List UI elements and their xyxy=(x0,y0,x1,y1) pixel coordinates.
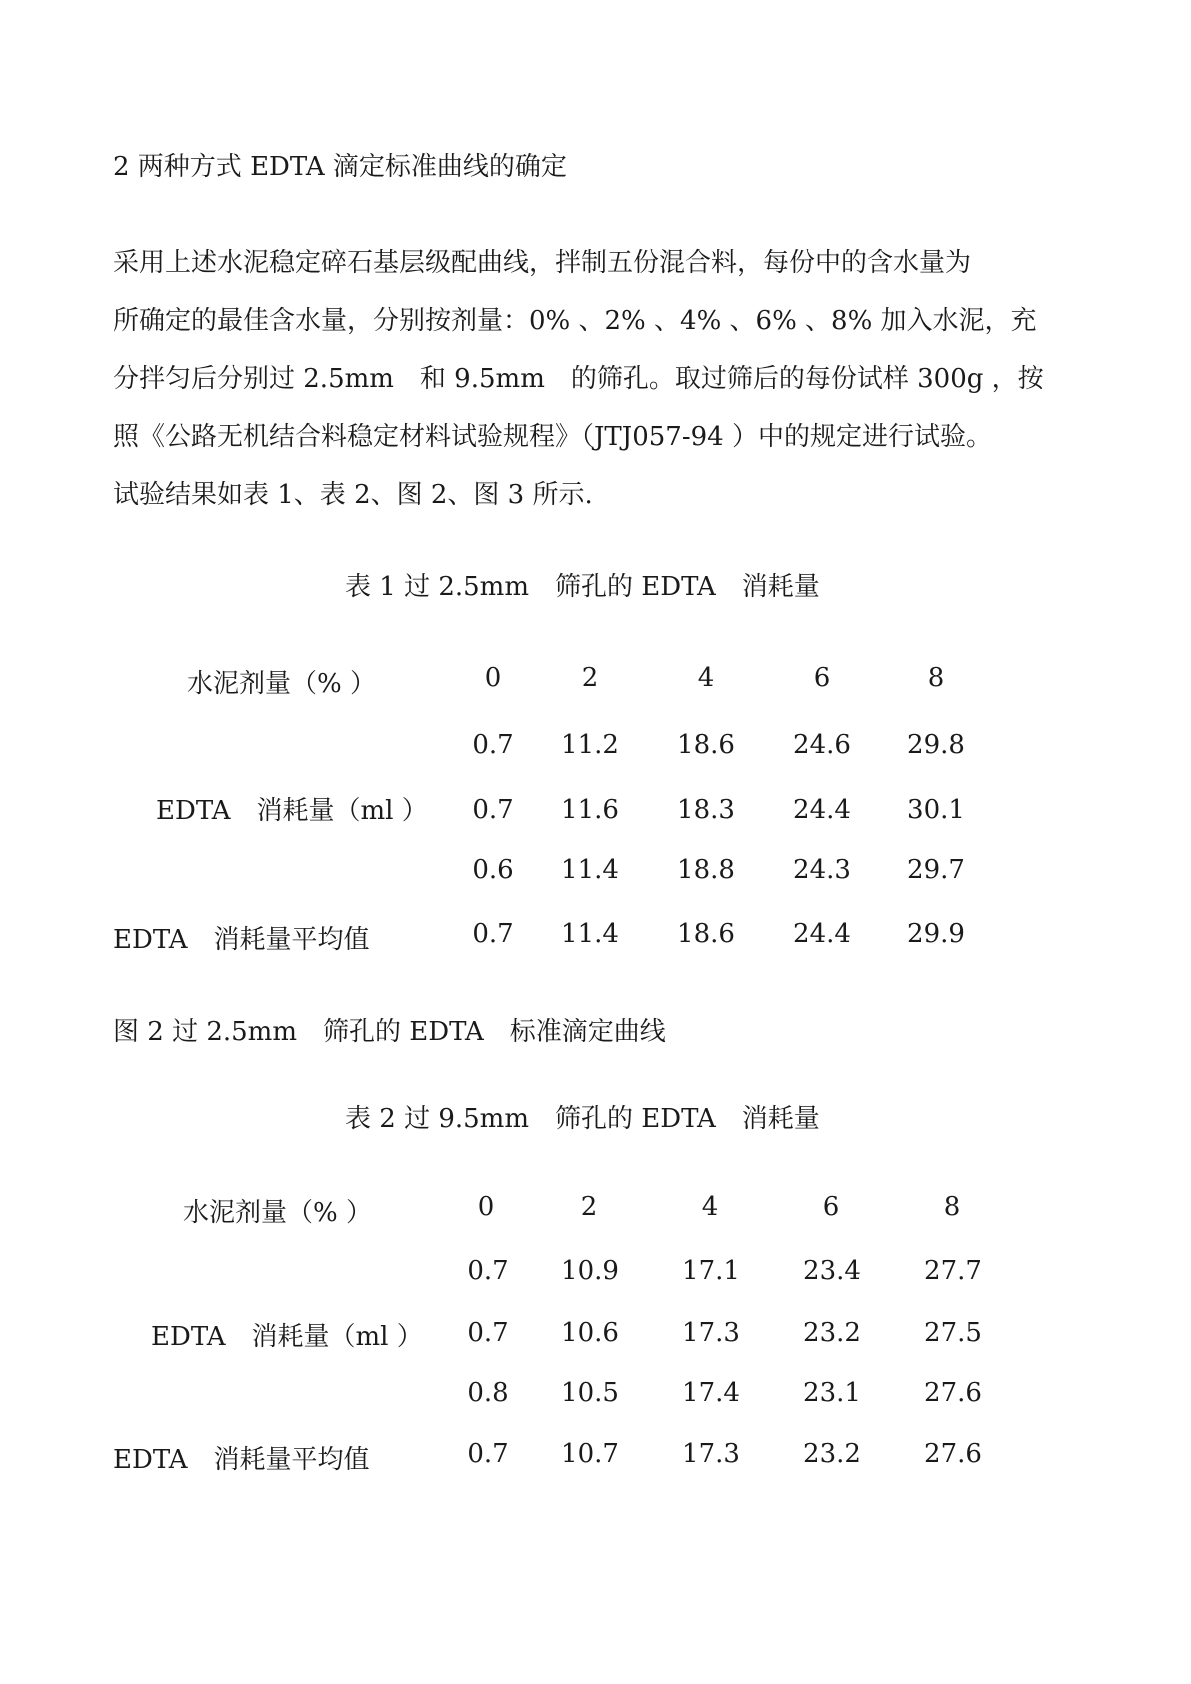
table2-cell: 17.1 xyxy=(682,1256,740,1286)
table2-average-cell: 17.3 xyxy=(682,1439,740,1469)
table2-cell: 27.6 xyxy=(924,1378,982,1408)
table1-dose: 0 xyxy=(484,663,502,693)
table2-cell: 17.4 xyxy=(682,1378,740,1408)
table2-cell: 23.2 xyxy=(803,1318,861,1348)
table2-dose: 6 xyxy=(822,1192,840,1222)
table1-dose: 4 xyxy=(697,663,715,693)
section-heading: 2 两种方式 EDTA 滴定标准曲线的确定 xyxy=(113,152,567,182)
figure2-caption: 图 2 过 2.5mm 筛孔的 EDTA 标准滴定曲线 xyxy=(113,1017,666,1047)
table1-cell: 30.1 xyxy=(907,795,965,825)
table1-caption: 表 1 过 2.5mm 筛孔的 EDTA 消耗量 xyxy=(345,572,820,602)
table1-cell: 24.4 xyxy=(793,795,851,825)
table2-average-cell: 27.6 xyxy=(924,1439,982,1469)
table2-cell: 0.7 xyxy=(467,1256,509,1286)
table1-dose: 2 xyxy=(581,663,599,693)
table1-cell: 0.6 xyxy=(472,855,514,885)
table2-average-cell: 10.7 xyxy=(561,1439,619,1469)
table2-dose: 0 xyxy=(477,1192,495,1222)
table1-cell: 0.7 xyxy=(472,795,514,825)
table1-cell: 11.2 xyxy=(561,730,619,760)
paragraph-line: 所确定的最佳含水量，分别按剂量：0% 、2% 、4% 、6% 、8% 加入水泥，充 xyxy=(113,306,1037,336)
table2-cell: 10.5 xyxy=(561,1378,619,1408)
table1-average-label: EDTA 消耗量平均值 xyxy=(113,925,370,955)
table2-dose: 8 xyxy=(943,1192,961,1222)
table2-cell: 10.6 xyxy=(561,1318,619,1348)
table2-average-cell: 23.2 xyxy=(803,1439,861,1469)
paragraph-line: 照《公路无机结合料稳定材料试验规程》（JTJ057-94 ）中的规定进行试验。 xyxy=(113,422,992,452)
table2-consumption-label: EDTA 消耗量（ml ） xyxy=(151,1322,423,1352)
table2-cell: 0.8 xyxy=(467,1378,509,1408)
paragraph-line: 分拌匀后分别过 2.5mm 和 9.5mm 的筛孔。取过筛后的每份试样 300g ，按 xyxy=(113,364,1044,394)
table1-cell: 29.7 xyxy=(907,855,965,885)
table1-cell: 24.3 xyxy=(793,855,851,885)
table1-average-cell: 24.4 xyxy=(793,919,851,949)
table1-average-cell: 29.9 xyxy=(907,919,965,949)
table2-cell: 27.5 xyxy=(924,1318,982,1348)
table1-cell: 0.7 xyxy=(472,730,514,760)
table1-average-cell: 18.6 xyxy=(677,919,735,949)
table1-dose: 6 xyxy=(813,663,831,693)
table1-average-cell: 0.7 xyxy=(472,919,514,949)
table1-cell: 18.8 xyxy=(677,855,735,885)
table2-header-label: 水泥剂量（% ） xyxy=(183,1198,372,1228)
table2-cell: 23.4 xyxy=(803,1256,861,1286)
table1-cell: 24.6 xyxy=(793,730,851,760)
table1-cell: 11.6 xyxy=(561,795,619,825)
table2-cell: 27.7 xyxy=(924,1256,982,1286)
body-paragraph xyxy=(113,234,1073,524)
table1-cell: 18.3 xyxy=(677,795,735,825)
table2-cell: 10.9 xyxy=(561,1256,619,1286)
table2-average-cell: 0.7 xyxy=(467,1439,509,1469)
paragraph-line: 试验结果如表 1、表 2、图 2、图 3 所示. xyxy=(113,480,593,510)
table1-consumption-label: EDTA 消耗量（ml ） xyxy=(156,796,428,826)
table2-cell: 17.3 xyxy=(682,1318,740,1348)
table1-dose: 8 xyxy=(927,663,945,693)
table2-average-label: EDTA 消耗量平均值 xyxy=(113,1445,370,1475)
table2-cell: 23.1 xyxy=(803,1378,861,1408)
table2-caption: 表 2 过 9.5mm 筛孔的 EDTA 消耗量 xyxy=(345,1104,820,1134)
table1-cell: 29.8 xyxy=(907,730,965,760)
table2-dose: 4 xyxy=(701,1192,719,1222)
table2-dose: 2 xyxy=(580,1192,598,1222)
paragraph-line: 采用上述水泥稳定碎石基层级配曲线，拌制五份混合料，每份中的含水量为 xyxy=(113,248,972,278)
table1-header-label: 水泥剂量（% ） xyxy=(187,669,376,699)
table1-cell: 18.6 xyxy=(677,730,735,760)
table2-cell: 0.7 xyxy=(467,1318,509,1348)
table1-average-cell: 11.4 xyxy=(561,919,619,949)
table1-cell: 11.4 xyxy=(561,855,619,885)
